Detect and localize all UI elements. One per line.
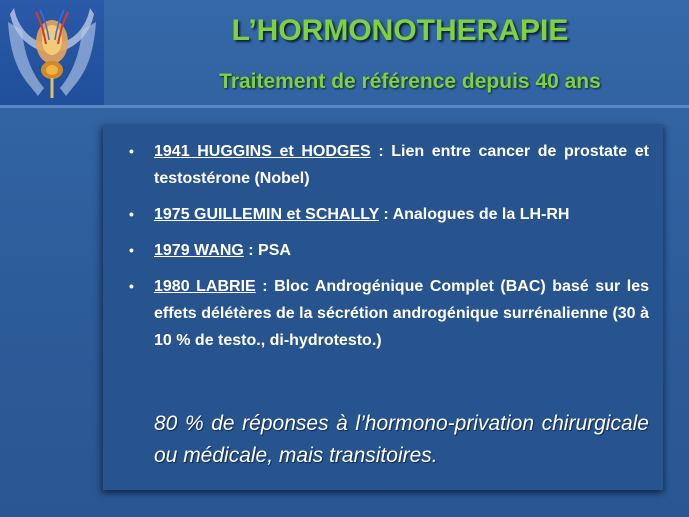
bullet-dot-icon: • bbox=[129, 206, 134, 222]
bullet-text: : PSA bbox=[243, 242, 291, 259]
conclusion-text: 80 % de réponses à l’hormono-privation chirurgicale ou médicale, mais transitoires. bbox=[154, 412, 649, 467]
list-item bbox=[103, 237, 663, 264]
slide-title: L’HORMONOTHERAPIE bbox=[231, 14, 569, 47]
bullet-name: 1941 HUGGINS et HODGES bbox=[154, 143, 371, 160]
slide-subtitle: Traitement de référence depuis 40 ans bbox=[219, 70, 601, 93]
bullet-name: 1980 LABRIE bbox=[154, 278, 256, 295]
list-item bbox=[103, 273, 663, 354]
bullet-dot-icon: • bbox=[129, 278, 134, 294]
bullet-text: : Lien entre cancer de prostate et testostérone (Nobel) bbox=[154, 143, 650, 187]
pelvis-illustration-icon bbox=[0, 0, 104, 106]
bullet-text: : Bloc Androgénique Complet (BAC) basé sur les effets délétères de la sécrétion androgénique surrénalienne (30 à 10 % de testo., di-hydrotesto.) bbox=[154, 278, 649, 349]
bullet-dot-icon: • bbox=[129, 242, 134, 258]
content-panel bbox=[103, 124, 663, 490]
bullet-dot-icon: • bbox=[129, 143, 134, 159]
bullet-text: : Analogues de la LH-RH bbox=[378, 206, 570, 223]
header-separator bbox=[0, 105, 689, 108]
list-item bbox=[103, 201, 663, 228]
list-item bbox=[103, 138, 663, 192]
bullet-list bbox=[103, 138, 663, 363]
pelvis-prostate-logo-icon bbox=[0, 0, 104, 106]
bullet-name: 1979 WANG bbox=[154, 242, 244, 259]
bullet-name: 1975 GUILLEMIN et SCHALLY bbox=[154, 206, 379, 223]
